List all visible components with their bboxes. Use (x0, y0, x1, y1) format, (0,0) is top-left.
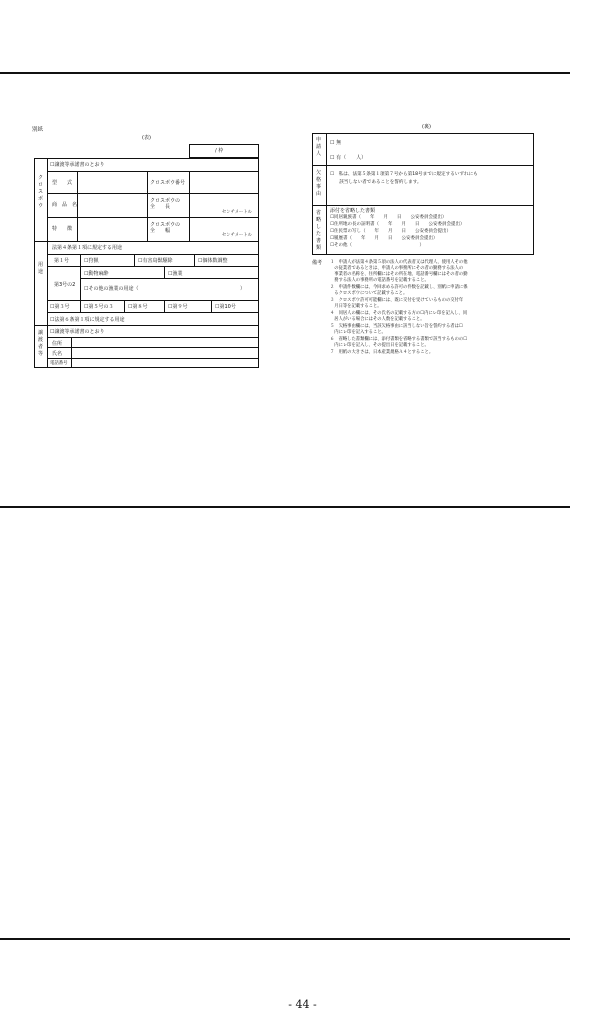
applicant-name: 氏名 (52, 351, 63, 357)
header-slot-box (189, 144, 259, 158)
length-unit: センチメートル (222, 210, 252, 215)
usage-other-fishery[interactable]: ☐その他の漁業の用途（ (84, 286, 139, 292)
omitted-doc-3[interactable]: ☐住民票の写し（ 年 月 日 公安委員会提出） (330, 229, 452, 234)
disqualify-text2: 該当しない者であることを誓約します。 (330, 180, 422, 185)
cohabitant-none[interactable]: ☐ 無 (330, 140, 342, 146)
header-slot: / 枠 (215, 148, 224, 154)
usage-hunting[interactable]: ☐狩猟 (84, 258, 99, 264)
applicant-address: 住所 (52, 341, 63, 347)
note-line: ５ 欠格事由欄には、当該欠格事由に該当しない旨を誓約する者は☐ (330, 324, 463, 329)
omitted-docs-header: 添付を省略した書類 (330, 208, 376, 214)
bottom-rule (0, 938, 570, 940)
note-line: 内にレ印を記入し、その提出日を記載すること。 (330, 343, 429, 348)
applicant-checkbox[interactable]: ☐譲渡等承諾書のとおり (50, 329, 105, 335)
usage-anesthesia[interactable]: ☐動物麻酔 (84, 271, 109, 277)
omitted-docs-label: 省略した書類 (315, 210, 321, 251)
usage-no3[interactable]: ☐第３号 (50, 304, 70, 310)
back-title: (裏) (422, 124, 431, 130)
crossbow-length-label: クロスボウの 全 長 (150, 198, 181, 210)
middle-rule (0, 506, 570, 508)
omitted-doc-4[interactable]: ☐履歴書（ 年 月 日 公安委員会提出） (330, 236, 438, 241)
usage-no9[interactable]: ☐第９号 (168, 304, 188, 310)
usage-pest-control[interactable]: ☐有害鳥獣駆除 (138, 258, 173, 264)
usage-article6[interactable]: ☐法第６条第１項に規定する用途 (50, 317, 125, 323)
applicant-phone: 電話番号 (50, 361, 68, 366)
usage-no8[interactable]: ☐第８号 (128, 304, 148, 310)
usage-rule-label: 第3号の2 (54, 282, 76, 288)
note-line: 月日等を記載すること。 (330, 304, 382, 309)
usage-fishery[interactable]: ☐漁業 (168, 271, 183, 277)
note-line: の従業者であるときは、申請人の事務所にその者の勤務する法人の (330, 266, 464, 271)
features-label: 特 徴 (52, 226, 73, 232)
usage-row1-c1: 第１号 (54, 258, 70, 264)
note-line: 事業者の名称を、住所欄にはその所在地、電話番号欄にはその者の勤 (330, 272, 468, 277)
width-unit: センチメートル (222, 233, 252, 238)
cohabitant-label: 申請人 (315, 137, 321, 157)
usage-no5-3[interactable]: ☐第５号の３ (84, 304, 114, 310)
omitted-doc-1[interactable]: ☐同居親族書（ 年 月 日 公安委員会提出） (330, 215, 447, 220)
note-line: 居人がいる場合にはその人数を記載すること。 (330, 317, 425, 322)
applicant-label: 譲渡者等 (37, 330, 43, 357)
note-line: ６ 省略した書類欄には、添付書類を省略する書類で該当するものの☐ (330, 337, 468, 342)
note-line: ４ 同居人の欄には、その氏名の記載する方の☐内にレ印を記入し、同 (330, 311, 468, 316)
note-line: １ 申請人が法第４条第５項の法人の代表者又は代理人、使用人その他 (330, 260, 468, 265)
usage-no10[interactable]: ☐第10号 (215, 304, 236, 310)
note-line: ７ 用紙の大きさは、日本産業規格Ａ４とすること。 (330, 350, 434, 355)
usage-other-fishery-close: ） (240, 286, 246, 292)
page-number: - 44 - (288, 998, 317, 1011)
crossbow-number-label: クロスボウ番号 (150, 180, 186, 186)
note-line: ３ クロスボウ許可可能欄には、既に交付を受けているものの交付年 (330, 298, 464, 303)
note-line: 務する法人の事務所の電話番号を記載すること。 (330, 278, 429, 283)
cohabitant-yes[interactable]: ☐ 有（ 人） (330, 155, 367, 161)
note-line: 内にレ印を記入すること。 (330, 330, 386, 335)
usage-header: 法第４条第１項に規定する用途 (52, 245, 123, 251)
omitted-doc-2[interactable]: ☐住所地の長の証明書（ 年 月 日 公安委員会提出） (330, 222, 465, 227)
owner-checkbox[interactable]: ☐譲渡等承諾書のとおり (50, 162, 105, 168)
usage-population-control[interactable]: ☐個体数調整 (198, 258, 228, 264)
product-name-label: 商 品 名 (52, 202, 78, 208)
form-label: 別紙 (32, 127, 44, 133)
front-title: (表) (142, 135, 151, 141)
note-line: ２ 申請件数欄には、今回求める許可の件数を記載し、別紙に申請に係 (330, 285, 468, 290)
top-rule (0, 72, 570, 74)
crossbow-width-label: クロスボウの 全 幅 (150, 222, 181, 234)
note-line: るクロスボウについて記載すること。 (330, 291, 408, 296)
notes-label: 備考 (312, 260, 323, 266)
model-label: 型 式 (52, 180, 73, 186)
disqualify-label: 欠格事由 (315, 170, 321, 197)
crossbow-section-label: クロスボウ (37, 175, 43, 209)
disqualify-text1[interactable]: ☐ 私は、法第５条第１項第７号から第18号までに規定するいずれにも (330, 172, 478, 177)
omitted-doc-5[interactable]: ☐その他（ ） (330, 243, 425, 248)
usage-label: 用途 (37, 262, 43, 275)
